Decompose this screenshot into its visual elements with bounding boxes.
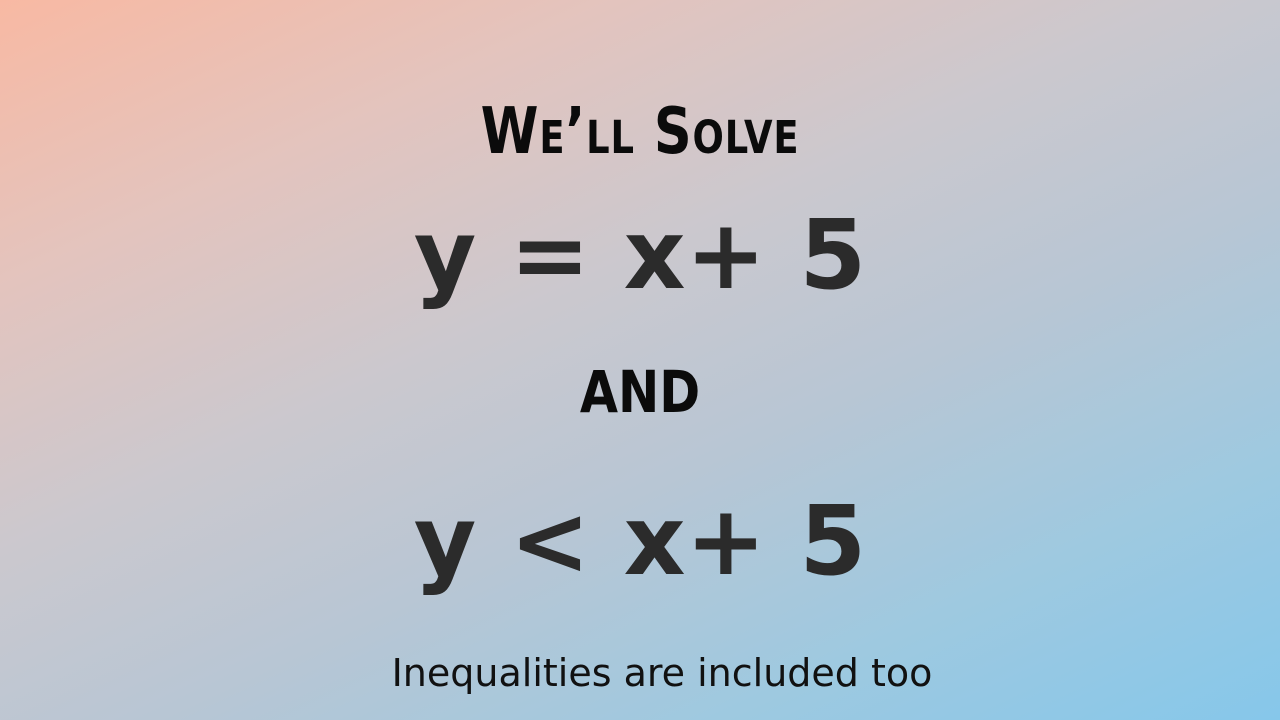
slide-caption: Inequalities are included too bbox=[391, 651, 933, 695]
slide-heading: We’ll Solve bbox=[480, 95, 800, 169]
equation-linear: y = x+ 5 bbox=[413, 199, 867, 311]
equation-inequality: y < x+ 5 bbox=[413, 485, 867, 597]
connector-and: AND bbox=[579, 358, 701, 426]
